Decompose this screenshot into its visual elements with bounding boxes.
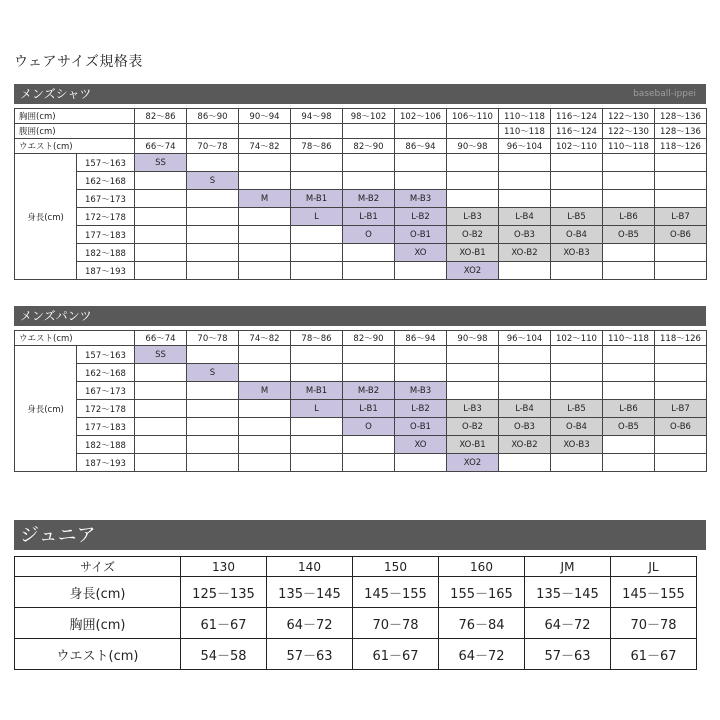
size-cell: O-B2 — [447, 226, 499, 244]
height-range: 187～193 — [77, 454, 135, 472]
empty-cell — [655, 244, 707, 262]
measure-value: 125－135 — [181, 577, 267, 608]
size-header: 140 — [267, 557, 353, 577]
size-row — [15, 400, 707, 418]
header-cell: 74～82 — [239, 139, 291, 154]
header-cell: 116～124 — [551, 124, 603, 139]
size-cell: S — [187, 172, 239, 190]
empty-cell — [187, 346, 239, 364]
empty-cell — [603, 364, 655, 382]
size-cell: L-B1 — [343, 400, 395, 418]
size-row — [15, 418, 707, 436]
size-cell: O — [343, 418, 395, 436]
size-cell: L-B3 — [447, 208, 499, 226]
measure-value: 54－58 — [181, 639, 267, 670]
measure-label: 胸囲(cm) — [15, 608, 181, 639]
empty-cell — [499, 190, 551, 208]
header-cell: 86～94 — [395, 139, 447, 154]
header-row-label: ウエスト(cm) — [15, 331, 135, 346]
empty-cell — [343, 346, 395, 364]
header-cell: 118～126 — [655, 139, 707, 154]
pants-section-label: メンズパンツ — [20, 309, 92, 323]
empty-cell — [343, 454, 395, 472]
measure-label: ウエスト(cm) — [15, 639, 181, 670]
size-cell: O-B6 — [655, 418, 707, 436]
empty-cell — [135, 436, 187, 454]
size-row — [15, 436, 707, 454]
shirts-size-table — [14, 108, 707, 280]
empty-cell — [499, 382, 551, 400]
empty-cell — [239, 346, 291, 364]
empty-cell — [603, 454, 655, 472]
junior-measure-row — [15, 639, 697, 670]
size-cell: XO-B3 — [551, 244, 603, 262]
empty-cell — [551, 364, 603, 382]
empty-cell — [655, 454, 707, 472]
size-cell: L — [291, 208, 343, 226]
size-cell: XO-B1 — [447, 244, 499, 262]
header-cell: 70～78 — [187, 331, 239, 346]
watermark: baseball-ippei — [633, 89, 696, 99]
size-cell: M-B3 — [395, 382, 447, 400]
empty-cell — [291, 346, 343, 364]
empty-cell — [135, 382, 187, 400]
header-cell: 90～98 — [447, 331, 499, 346]
size-cell: M-B1 — [291, 190, 343, 208]
empty-cell — [239, 454, 291, 472]
size-cell: O-B6 — [655, 226, 707, 244]
size-cell: O-B4 — [551, 418, 603, 436]
header-cell: 122～130 — [603, 124, 655, 139]
empty-cell — [239, 226, 291, 244]
size-cell: M — [239, 382, 291, 400]
empty-cell — [239, 400, 291, 418]
empty-cell — [187, 226, 239, 244]
empty-cell — [343, 154, 395, 172]
size-cell: L-B1 — [343, 208, 395, 226]
header-cell — [447, 124, 499, 139]
size-cell: SS — [135, 346, 187, 364]
header-row — [15, 139, 707, 154]
empty-cell — [291, 436, 343, 454]
header-cell: 110～118 — [499, 124, 551, 139]
header-cell: 98～102 — [343, 109, 395, 124]
size-cell: L-B2 — [395, 208, 447, 226]
header-cell: 70～78 — [187, 139, 239, 154]
empty-cell — [291, 226, 343, 244]
height-range: 162～168 — [77, 172, 135, 190]
size-header: JM — [525, 557, 611, 577]
measure-value: 76－84 — [439, 608, 525, 639]
empty-cell — [187, 190, 239, 208]
empty-cell — [603, 244, 655, 262]
measure-value: 57－63 — [267, 639, 353, 670]
empty-cell — [551, 172, 603, 190]
header-cell: 96～104 — [499, 331, 551, 346]
size-cell: L-B6 — [603, 400, 655, 418]
size-row — [15, 208, 707, 226]
size-cell: L-B6 — [603, 208, 655, 226]
header-cell: 78～86 — [291, 139, 343, 154]
empty-cell — [551, 382, 603, 400]
empty-cell — [291, 418, 343, 436]
measure-value: 70－78 — [611, 608, 697, 639]
empty-cell — [603, 172, 655, 190]
empty-cell — [655, 190, 707, 208]
size-cell: XO-B2 — [499, 436, 551, 454]
empty-cell — [239, 244, 291, 262]
height-range: 172～178 — [77, 208, 135, 226]
size-row — [15, 172, 707, 190]
size-cell: M-B3 — [395, 190, 447, 208]
header-cell: 110～118 — [603, 331, 655, 346]
empty-cell — [135, 364, 187, 382]
empty-cell — [343, 436, 395, 454]
junior-section-label: ジュニア — [20, 524, 96, 546]
size-cell: L — [291, 400, 343, 418]
size-cell: XO2 — [447, 454, 499, 472]
size-row — [15, 364, 707, 382]
size-cell: L-B5 — [551, 400, 603, 418]
empty-cell — [603, 190, 655, 208]
empty-cell — [551, 346, 603, 364]
empty-cell — [447, 190, 499, 208]
empty-cell — [395, 172, 447, 190]
shirts-section-label: メンズシャツ — [20, 87, 92, 101]
size-header: JL — [611, 557, 697, 577]
header-cell: 66～74 — [135, 139, 187, 154]
size-cell: L-B5 — [551, 208, 603, 226]
empty-cell — [551, 454, 603, 472]
header-cell: 106～110 — [447, 109, 499, 124]
header-row-label: ウエスト(cm) — [15, 139, 135, 154]
header-cell: 86～90 — [187, 109, 239, 124]
empty-cell — [239, 418, 291, 436]
empty-cell — [655, 382, 707, 400]
size-cell: L-B7 — [655, 208, 707, 226]
size-cell: O-B1 — [395, 418, 447, 436]
measure-value: 135－145 — [267, 577, 353, 608]
page-title: ウェアサイズ規格表 — [14, 54, 143, 70]
empty-cell — [447, 346, 499, 364]
empty-cell — [343, 262, 395, 280]
size-row — [15, 154, 707, 172]
empty-cell — [603, 262, 655, 280]
empty-cell — [187, 418, 239, 436]
height-range: 182～188 — [77, 436, 135, 454]
empty-cell — [499, 364, 551, 382]
height-range: 182～188 — [77, 244, 135, 262]
empty-cell — [499, 454, 551, 472]
height-range: 162～168 — [77, 364, 135, 382]
measure-value: 64－72 — [525, 608, 611, 639]
empty-cell — [603, 346, 655, 364]
empty-cell — [187, 382, 239, 400]
header-cell: 90～98 — [447, 139, 499, 154]
size-cell: XO2 — [447, 262, 499, 280]
size-header: 130 — [181, 557, 267, 577]
empty-cell — [135, 190, 187, 208]
junior-section-header — [14, 520, 706, 550]
empty-cell — [343, 172, 395, 190]
empty-cell — [655, 436, 707, 454]
size-cell: XO-B1 — [447, 436, 499, 454]
measure-value: 155－165 — [439, 577, 525, 608]
empty-cell — [395, 454, 447, 472]
measure-value: 64－72 — [439, 639, 525, 670]
empty-cell — [291, 154, 343, 172]
empty-cell — [291, 364, 343, 382]
header-cell — [135, 124, 187, 139]
header-cell: 74～82 — [239, 331, 291, 346]
empty-cell — [239, 262, 291, 280]
measure-value: 61－67 — [181, 608, 267, 639]
size-cell: L-B4 — [499, 400, 551, 418]
header-row — [15, 109, 707, 124]
empty-cell — [395, 262, 447, 280]
measure-label: 身長(cm) — [15, 577, 181, 608]
size-cell: O-B1 — [395, 226, 447, 244]
shirts-section-header — [14, 84, 706, 104]
empty-cell — [343, 244, 395, 262]
empty-cell — [395, 346, 447, 364]
size-cell: M — [239, 190, 291, 208]
height-label: 身長(cm) — [15, 346, 77, 472]
size-row — [15, 262, 707, 280]
size-row — [15, 244, 707, 262]
empty-cell — [655, 364, 707, 382]
size-cell: L-B4 — [499, 208, 551, 226]
empty-cell — [395, 154, 447, 172]
empty-cell — [135, 262, 187, 280]
header-cell: 128～136 — [655, 124, 707, 139]
pants-size-table — [14, 330, 707, 472]
size-row — [15, 226, 707, 244]
empty-cell — [499, 154, 551, 172]
size-cell: O-B4 — [551, 226, 603, 244]
empty-cell — [655, 172, 707, 190]
empty-cell — [551, 190, 603, 208]
size-cell: O-B5 — [603, 226, 655, 244]
header-row-label: 胸囲(cm) — [15, 109, 135, 124]
empty-cell — [291, 262, 343, 280]
size-row — [15, 382, 707, 400]
empty-cell — [655, 262, 707, 280]
header-cell: 118～126 — [655, 331, 707, 346]
header-cell: 94～98 — [291, 109, 343, 124]
size-cell: XO — [395, 436, 447, 454]
size-cell: L-B2 — [395, 400, 447, 418]
header-row — [15, 124, 707, 139]
size-cell: XO-B3 — [551, 436, 603, 454]
header-cell: 116～124 — [551, 109, 603, 124]
header-cell: 122～130 — [603, 109, 655, 124]
size-cell: M-B2 — [343, 190, 395, 208]
empty-cell — [499, 346, 551, 364]
header-cell: 82～90 — [343, 331, 395, 346]
size-row — [15, 190, 707, 208]
empty-cell — [187, 244, 239, 262]
size-row — [15, 346, 707, 364]
header-row — [15, 331, 707, 346]
measure-value: 57－63 — [525, 639, 611, 670]
measure-value: 145－155 — [353, 577, 439, 608]
empty-cell — [603, 382, 655, 400]
header-row-label: 腹囲(cm) — [15, 124, 135, 139]
empty-cell — [135, 172, 187, 190]
size-cell: XO-B2 — [499, 244, 551, 262]
header-cell: 128～136 — [655, 109, 707, 124]
empty-cell — [239, 154, 291, 172]
junior-measure-row — [15, 577, 697, 608]
height-range: 167～173 — [77, 190, 135, 208]
header-cell — [239, 124, 291, 139]
header-cell: 66～74 — [135, 331, 187, 346]
size-cell: S — [187, 364, 239, 382]
size-cell: XO — [395, 244, 447, 262]
size-cell: O-B3 — [499, 418, 551, 436]
height-range: 167～173 — [77, 382, 135, 400]
size-cell: O-B5 — [603, 418, 655, 436]
measure-value: 64－72 — [267, 608, 353, 639]
junior-measure-row — [15, 608, 697, 639]
empty-cell — [187, 400, 239, 418]
empty-cell — [239, 364, 291, 382]
size-header: 160 — [439, 557, 525, 577]
empty-cell — [187, 208, 239, 226]
measure-value: 135－145 — [525, 577, 611, 608]
empty-cell — [135, 244, 187, 262]
junior-size-header-row — [15, 557, 697, 577]
header-cell: 86～94 — [395, 331, 447, 346]
size-cell: O-B2 — [447, 418, 499, 436]
empty-cell — [239, 208, 291, 226]
size-header: 150 — [353, 557, 439, 577]
header-cell: 96～104 — [499, 139, 551, 154]
empty-cell — [291, 454, 343, 472]
empty-cell — [187, 454, 239, 472]
header-cell — [343, 124, 395, 139]
empty-cell — [135, 454, 187, 472]
header-cell: 110～118 — [499, 109, 551, 124]
pants-section-header — [14, 306, 706, 326]
empty-cell — [655, 154, 707, 172]
empty-cell — [395, 364, 447, 382]
header-cell: 102～110 — [551, 331, 603, 346]
size-cell: O-B3 — [499, 226, 551, 244]
empty-cell — [135, 400, 187, 418]
empty-cell — [499, 172, 551, 190]
empty-cell — [291, 244, 343, 262]
size-cell: M-B2 — [343, 382, 395, 400]
empty-cell — [551, 154, 603, 172]
height-range: 177～183 — [77, 226, 135, 244]
empty-cell — [135, 226, 187, 244]
empty-cell — [187, 262, 239, 280]
header-cell — [395, 124, 447, 139]
size-cell: M-B1 — [291, 382, 343, 400]
empty-cell — [447, 382, 499, 400]
sizes-label: サイズ — [15, 557, 181, 577]
header-cell — [187, 124, 239, 139]
height-range: 177～183 — [77, 418, 135, 436]
header-cell: 90～94 — [239, 109, 291, 124]
empty-cell — [499, 262, 551, 280]
header-cell: 78～86 — [291, 331, 343, 346]
height-range: 157～163 — [77, 154, 135, 172]
empty-cell — [343, 364, 395, 382]
empty-cell — [655, 346, 707, 364]
size-cell: O — [343, 226, 395, 244]
junior-size-table — [14, 556, 697, 670]
empty-cell — [603, 154, 655, 172]
size-cell: SS — [135, 154, 187, 172]
empty-cell — [291, 172, 343, 190]
empty-cell — [447, 364, 499, 382]
height-label: 身長(cm) — [15, 154, 77, 280]
empty-cell — [187, 436, 239, 454]
header-cell — [291, 124, 343, 139]
size-cell: L-B3 — [447, 400, 499, 418]
measure-value: 61－67 — [353, 639, 439, 670]
size-cell: L-B7 — [655, 400, 707, 418]
measure-value: 70－78 — [353, 608, 439, 639]
height-range: 157～163 — [77, 346, 135, 364]
header-cell: 102～106 — [395, 109, 447, 124]
header-cell: 110～118 — [603, 139, 655, 154]
header-cell: 102～110 — [551, 139, 603, 154]
empty-cell — [447, 154, 499, 172]
empty-cell — [239, 172, 291, 190]
size-row — [15, 454, 707, 472]
empty-cell — [187, 154, 239, 172]
empty-cell — [135, 418, 187, 436]
measure-value: 145－155 — [611, 577, 697, 608]
measure-value: 61－67 — [611, 639, 697, 670]
header-cell: 82～86 — [135, 109, 187, 124]
empty-cell — [551, 262, 603, 280]
height-range: 172～178 — [77, 400, 135, 418]
empty-cell — [603, 436, 655, 454]
height-range: 187～193 — [77, 262, 135, 280]
empty-cell — [239, 436, 291, 454]
header-cell: 82～90 — [343, 139, 395, 154]
empty-cell — [447, 172, 499, 190]
empty-cell — [135, 208, 187, 226]
